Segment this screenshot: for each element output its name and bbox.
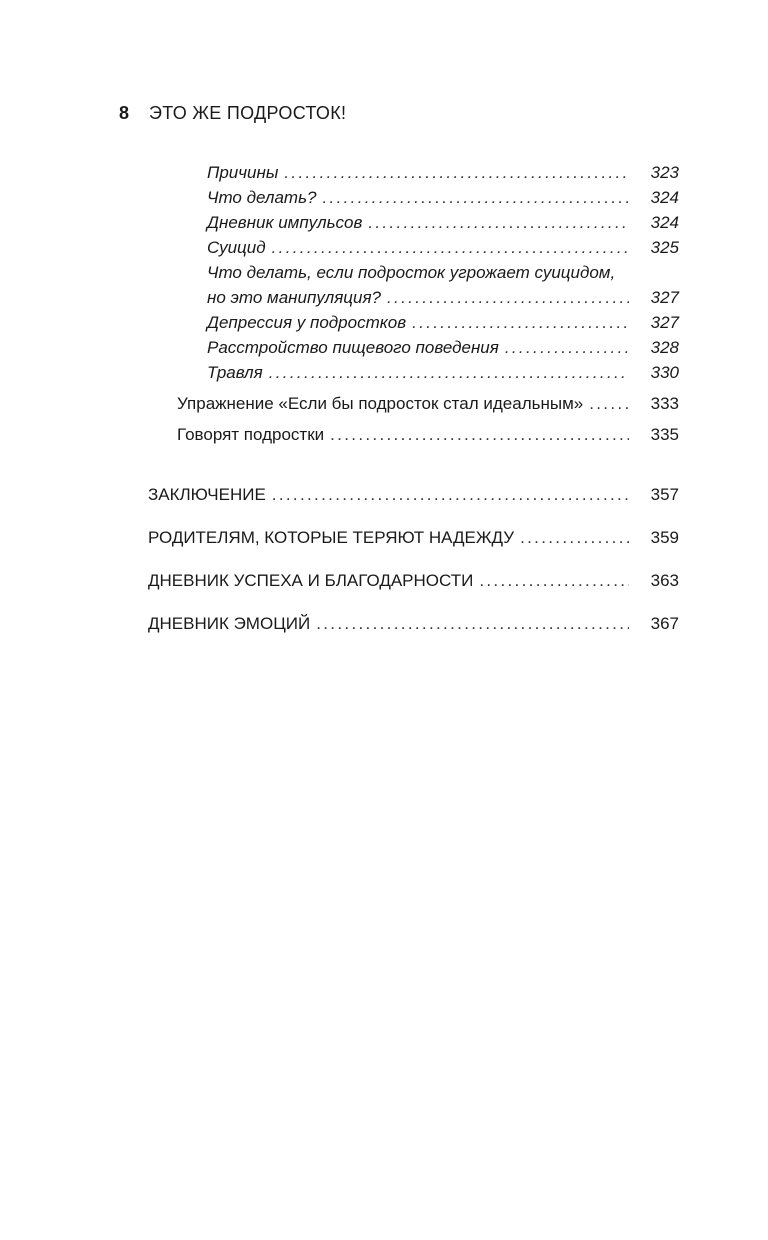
dot-leader [387, 288, 629, 308]
toc-entry-page: 324 [650, 188, 679, 207]
toc-entry-title: Суицид [207, 238, 266, 257]
toc-chapter-page: 357 [650, 485, 679, 504]
toc-chapter-entry[interactable] [148, 485, 679, 505]
toc-entry[interactable] [207, 188, 679, 208]
toc-entry-title: Что делать? [207, 188, 317, 207]
toc-entry[interactable] [207, 363, 679, 383]
toc-entry-page: 328 [650, 338, 679, 357]
toc-entry[interactable] [207, 163, 679, 183]
toc-entry-page: 333 [650, 394, 679, 413]
dot-leader [316, 614, 629, 634]
toc-entry-title: Говорят подростки [177, 425, 325, 444]
toc-entry-title: но это манипуляция? [207, 288, 382, 307]
dot-leader [479, 571, 629, 591]
toc-entry-title: Упражнение «Если бы подросток стал идеальным» [177, 394, 584, 413]
running-title: ЭТО ЖЕ ПОДРОСТОК! [149, 103, 347, 123]
toc-chapter-entry[interactable] [148, 614, 679, 634]
toc-entry[interactable] [207, 288, 679, 308]
toc-entry-page: 324 [650, 213, 679, 232]
toc-entry-title: Расстройство пищевого поведения [207, 338, 499, 357]
page-number: 8 [119, 103, 130, 123]
toc-chapter-page: 367 [650, 614, 679, 633]
toc-section-entry[interactable] [177, 394, 679, 414]
toc-entry-title: Депрессия у подростков [207, 313, 407, 332]
toc-chapter-title: ДНЕВНИК ЭМОЦИЙ [148, 614, 311, 633]
dot-leader [412, 313, 629, 333]
dot-leader [505, 338, 629, 358]
toc-section-entry[interactable] [177, 425, 679, 445]
toc-entry[interactable] [207, 238, 679, 258]
toc-entry-page: 327 [650, 288, 679, 307]
dot-leader [272, 238, 629, 258]
dot-leader [330, 425, 629, 445]
dot-leader [368, 213, 629, 233]
toc-entry[interactable] [207, 213, 679, 233]
toc-entry-page: 330 [650, 363, 679, 382]
toc-entry-title-line1: Что делать, если подросток угрожает суицидом, [207, 263, 616, 282]
toc-chapter-page: 363 [650, 571, 679, 590]
toc-chapter-title: РОДИТЕЛЯМ, КОТОРЫЕ ТЕРЯЮТ НАДЕЖДУ [148, 528, 515, 547]
toc-chapter-entry[interactable] [148, 528, 679, 548]
toc-entry-title: Дневник импульсов [207, 213, 363, 232]
toc-entry-page: 335 [650, 425, 679, 444]
toc-chapter-title: ДНЕВНИК УСПЕХА И БЛАГОДАРНОСТИ [148, 571, 474, 590]
toc-chapter-title: ЗАКЛЮЧЕНИЕ [148, 485, 266, 504]
dot-leader [589, 394, 629, 414]
toc-entry[interactable] [207, 313, 679, 333]
toc-chapter-page: 359 [650, 528, 679, 547]
toc-entry-page: 323 [650, 163, 679, 182]
dot-leader [520, 528, 629, 548]
toc-entry-page: 327 [650, 313, 679, 332]
dot-leader [269, 363, 629, 383]
toc-chapter-entry[interactable] [148, 571, 679, 591]
dot-leader [272, 485, 629, 505]
toc-entry[interactable] [207, 338, 679, 358]
toc-entry-title: Причины [207, 163, 279, 182]
dot-leader [284, 163, 629, 183]
toc-entry-page: 325 [650, 238, 679, 257]
toc-entry-title: Травля [207, 363, 263, 382]
dot-leader [322, 188, 629, 208]
